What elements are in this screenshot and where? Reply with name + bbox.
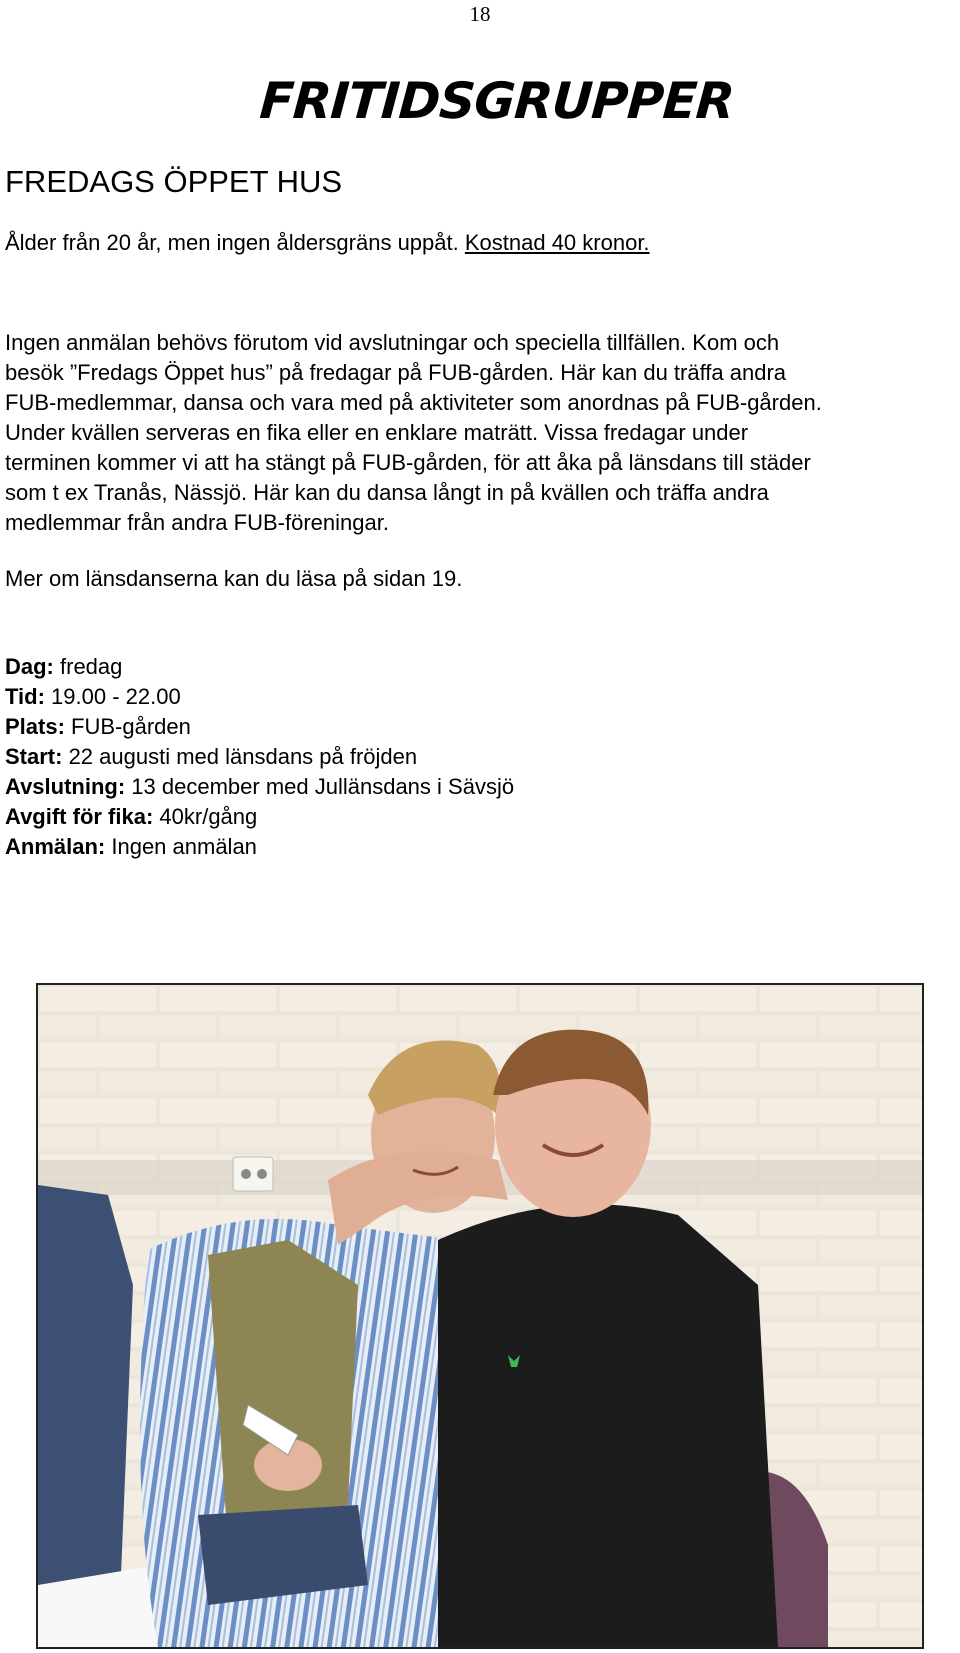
cost-info: Kostnad 40 kronor.: [464, 230, 650, 255]
paragraph-line: FUB-medlemmar, dansa och vara med på aktiviteter som anordnas på FUB-gården.: [5, 390, 822, 415]
detail-value: fredag: [53, 654, 123, 679]
age-info: Ålder från 20 år, men ingen åldersgräns uppåt.: [5, 230, 459, 255]
detail-end: [5, 772, 514, 802]
detail-value: 13 december med Jullänsdans i Sävsjö: [125, 774, 515, 799]
detail-value: 19.00 - 22.00: [44, 684, 181, 709]
paragraph-line: Under kvällen serveras en fika eller en enklare maträtt. Vissa fredagar under: [5, 420, 749, 445]
detail-value: 40kr/gång: [153, 804, 258, 829]
paragraph-line: terminen kommer vi att ha stängt på FUB-gården, för att åka på länsdans till städer: [5, 450, 811, 475]
paragraph-line: medlemmar från andra FUB-föreningar.: [5, 510, 389, 535]
detail-label: Tid:: [5, 684, 45, 709]
detail-start: [5, 742, 514, 772]
description-paragraph: [5, 328, 822, 538]
paragraph-line: besök ”Fredags Öppet hus” på fredagar på FUB-gården. Här kan du träffa andra: [5, 360, 787, 385]
detail-value: 22 augusti med länsdans på fröjden: [62, 744, 418, 769]
photo-two-men: [36, 983, 924, 1649]
detail-day: [5, 652, 514, 682]
detail-label: Avslutning:: [5, 774, 126, 799]
detail-place: [5, 712, 514, 742]
detail-value: Ingen anmälan: [105, 834, 257, 859]
details-list: [5, 652, 514, 862]
detail-time: [5, 682, 514, 712]
detail-value: FUB-gården: [64, 714, 191, 739]
black-polo-shirt: [438, 1204, 778, 1647]
section-title: FREDAGS ÖPPET HUS: [5, 164, 343, 199]
detail-label: Start:: [5, 744, 63, 769]
detail-label: Anmälan:: [5, 834, 106, 859]
detail-label: Avgift för fika:: [5, 804, 154, 829]
detail-fee: [5, 802, 514, 832]
vest: [208, 1240, 358, 1545]
detail-label: Plats:: [5, 714, 65, 739]
more-info-line: Mer om länsdanserna kan du läsa på sidan 19.: [5, 566, 463, 591]
paragraph-line: Ingen anmälan behövs förutom vid avslutningar och speciella tillfällen. Kom och: [5, 330, 780, 355]
detail-label: Dag:: [5, 654, 54, 679]
paragraph-line: som t ex Tranås, Nässjö. Här kan du dansa långt in på kvällen och träffa andra: [5, 480, 769, 505]
photo-illustration: [38, 985, 922, 1647]
intro-line: [5, 228, 650, 258]
page-number: 18: [469, 2, 491, 26]
detail-registration: [5, 832, 514, 862]
outlet-hole: [241, 1169, 251, 1179]
page-title: FRITIDSGRUPPER: [257, 72, 736, 130]
outlet-hole: [257, 1169, 267, 1179]
